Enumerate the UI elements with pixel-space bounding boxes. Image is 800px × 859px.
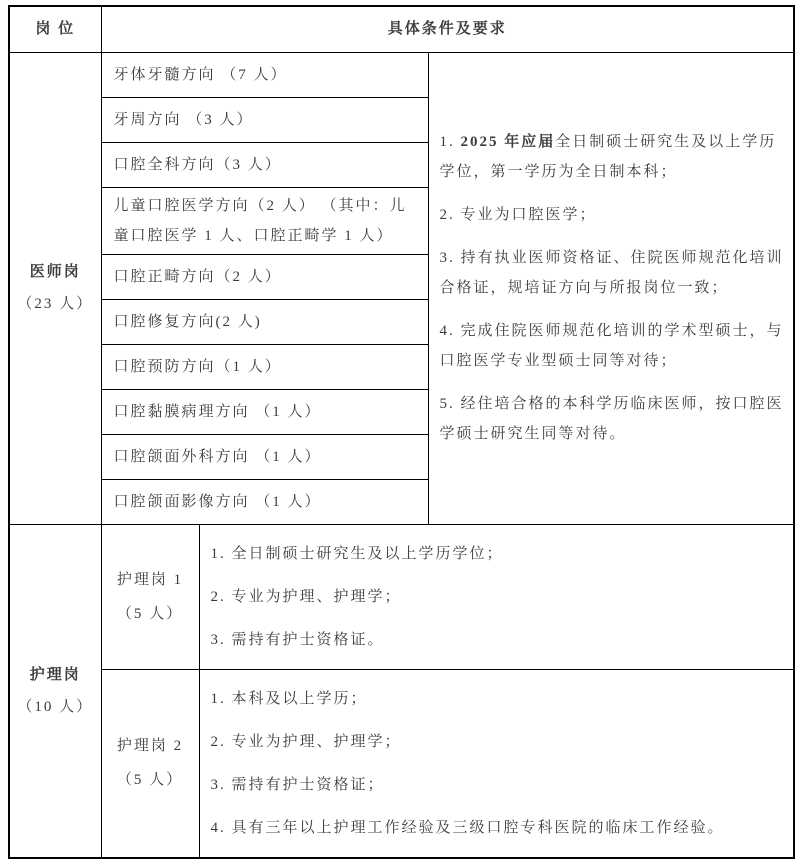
doctor-requirement-4: 4. 完成住院医师规范化培训的学术型硕士，与口腔医学专业型硕士同等对待； bbox=[439, 323, 784, 369]
table-row bbox=[9, 669, 794, 858]
table-row bbox=[9, 52, 794, 97]
nursing-post-count: （10 人） bbox=[17, 698, 94, 715]
nursing-post-title: 护理岗 bbox=[29, 666, 81, 683]
nursing1-requirement-3: 3. 需持有护士资格证。 bbox=[210, 631, 385, 648]
nursing-post1-name: 护理岗 1 bbox=[116, 571, 184, 588]
direction-row-1: 牙体牙髓方向 （7 人） bbox=[101, 52, 428, 97]
nursing2-requirement-2: 2. 专业为护理、护理学； bbox=[210, 733, 402, 750]
doctor-post-title: 医师岗 bbox=[29, 264, 81, 280]
recruitment-table bbox=[8, 5, 795, 859]
header-requirements: 具体条件及要求 bbox=[101, 6, 794, 52]
nursing-post2-requirements-cell bbox=[199, 669, 794, 858]
table-header-row bbox=[9, 6, 794, 52]
direction-row-3: 口腔全科方向（3 人） bbox=[101, 142, 428, 187]
direction-row-6: 口腔修复方向(2 人) bbox=[101, 299, 428, 344]
direction-row-7: 口腔预防方向（1 人） bbox=[101, 344, 428, 389]
doctor-requirement-1 bbox=[440, 127, 786, 187]
direction-row-8: 口腔黏膜病理方向 （1 人） bbox=[101, 389, 428, 434]
nursing1-requirement-2: 2. 专业为护理、护理学； bbox=[210, 588, 402, 605]
nursing1-requirement-1: 1. 全日制硕士研究生及以上学历学位； bbox=[210, 545, 504, 562]
nursing-post2-count: （5 人） bbox=[116, 772, 184, 788]
direction-row-5: 口腔正畸方向（2 人） bbox=[101, 254, 428, 299]
req1-bold-segment: 2025 年应届 bbox=[460, 134, 556, 150]
doctor-requirement-3: 3. 持有执业医师资格证、住院医师规范化培训合格证，规培证方向与所报岗位一致； bbox=[439, 250, 784, 296]
direction-row-2: 牙周方向 （3 人） bbox=[101, 97, 428, 142]
nursing-post-cell bbox=[9, 524, 101, 858]
req1-rest: 全日制硕士研究生及以上学历学位，第一学历为全日制本科； bbox=[439, 134, 777, 180]
nursing2-requirement-3: 3. 需持有护士资格证； bbox=[210, 776, 385, 793]
nursing-post2-name: 护理岗 2 bbox=[116, 738, 184, 754]
doctor-post-cell bbox=[9, 52, 101, 524]
req1-prefix: 1. bbox=[439, 134, 461, 150]
doctor-requirements-cell bbox=[428, 52, 794, 524]
doctor-requirement-2: 2. 专业为口腔医学； bbox=[439, 207, 597, 223]
nursing2-requirement-1: 1. 本科及以上学历； bbox=[210, 690, 368, 707]
nursing-post1-requirements-cell bbox=[199, 524, 794, 669]
direction-row-10: 口腔颌面影像方向 （1 人） bbox=[101, 479, 428, 524]
direction-row-9: 口腔颌面外科方向 （1 人） bbox=[101, 434, 428, 479]
header-position: 岗 位 bbox=[9, 6, 101, 52]
direction-row-4: 儿童口腔医学方向（2 人） （其中：儿童口腔医学 1 人、口腔正畸学 1 人） bbox=[101, 187, 428, 254]
doctor-post-count: （23 人） bbox=[17, 296, 94, 312]
table-row bbox=[9, 524, 794, 669]
nursing-post1-cell bbox=[101, 524, 199, 669]
nursing-post2-cell bbox=[101, 669, 199, 858]
nursing2-requirement-4: 4. 具有三年以上护理工作经验及三级口腔专科医院的临床工作经验。 bbox=[210, 819, 725, 836]
doctor-requirement-5: 5. 经住培合格的本科学历临床医师，按口腔医学硕士研究生同等对待。 bbox=[439, 396, 784, 442]
nursing-post1-count: （5 人） bbox=[116, 605, 184, 622]
